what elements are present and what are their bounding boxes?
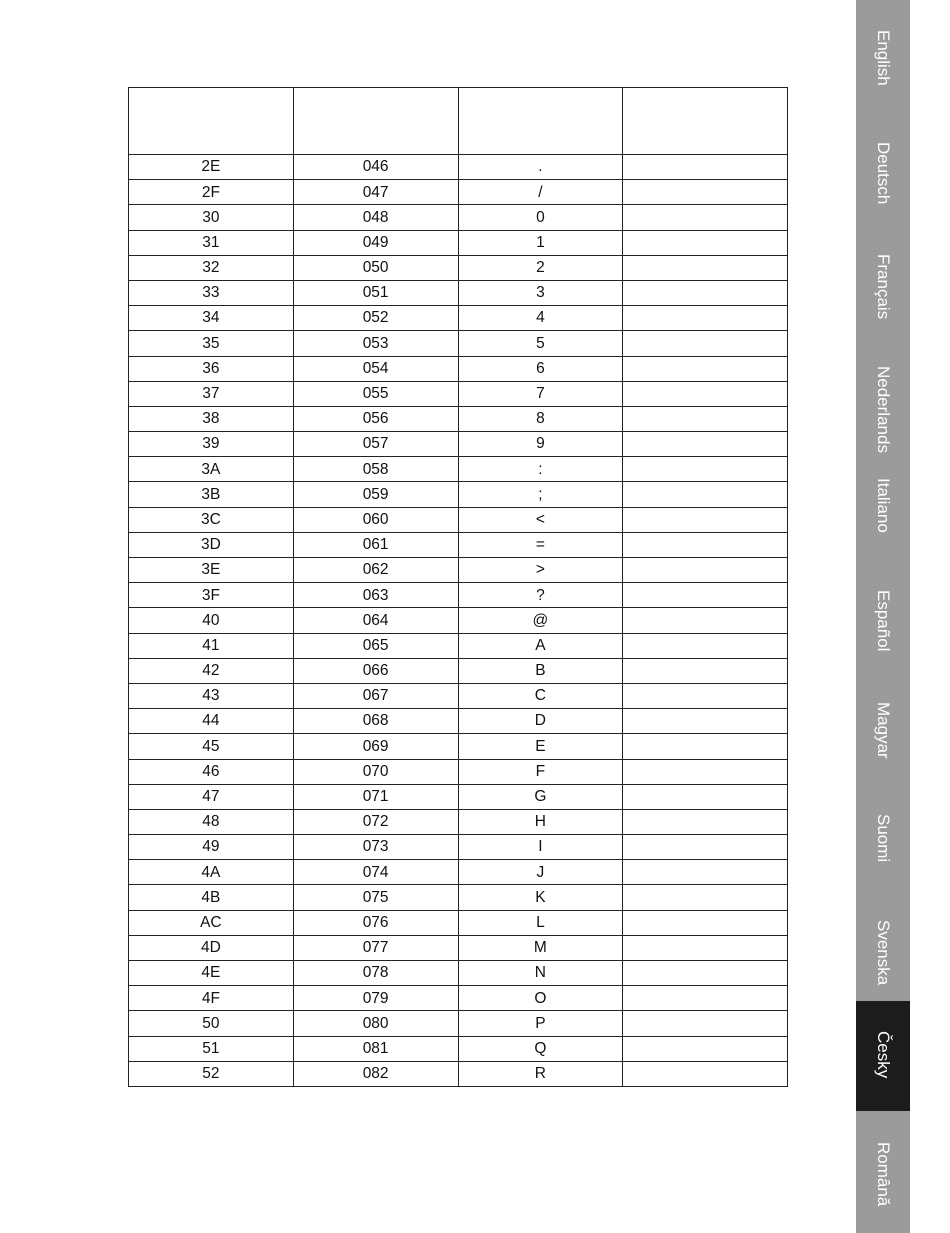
table-row — [129, 910, 788, 935]
note-cell — [623, 1061, 788, 1086]
note-cell — [623, 658, 788, 683]
note-cell — [623, 532, 788, 557]
character-cell: P — [458, 1011, 623, 1036]
table-row — [129, 306, 788, 331]
ascii-code-table — [128, 87, 788, 1087]
note-cell — [623, 809, 788, 834]
note-cell — [623, 482, 788, 507]
character-cell: 7 — [458, 381, 623, 406]
hex-cell: 4D — [129, 935, 294, 960]
note-cell — [623, 608, 788, 633]
language-tab[interactable] — [856, 890, 910, 1000]
note-cell — [623, 835, 788, 860]
hex-cell: 39 — [129, 432, 294, 457]
table-row — [129, 709, 788, 734]
decimal-cell: 082 — [293, 1061, 458, 1086]
note-cell — [623, 280, 788, 305]
character-cell: B — [458, 658, 623, 683]
note-cell — [623, 986, 788, 1011]
note-cell — [623, 331, 788, 356]
decimal-cell: 066 — [293, 658, 458, 683]
hex-cell: 4E — [129, 961, 294, 986]
character-cell: > — [458, 558, 623, 583]
header-cell-char — [458, 88, 623, 155]
decimal-cell: 074 — [293, 860, 458, 885]
table-row — [129, 280, 788, 305]
table-row — [129, 1011, 788, 1036]
character-cell: = — [458, 532, 623, 557]
note-cell — [623, 432, 788, 457]
character-cell: 8 — [458, 406, 623, 431]
character-cell: 3 — [458, 280, 623, 305]
decimal-cell: 060 — [293, 507, 458, 532]
decimal-cell: 050 — [293, 255, 458, 280]
table-row — [129, 230, 788, 255]
table-row — [129, 734, 788, 759]
table-body — [129, 155, 788, 1087]
decimal-cell: 057 — [293, 432, 458, 457]
decimal-cell: 062 — [293, 558, 458, 583]
character-cell: < — [458, 507, 623, 532]
decimal-cell: 069 — [293, 734, 458, 759]
character-cell: N — [458, 961, 623, 986]
hex-cell: 33 — [129, 280, 294, 305]
hex-cell: 4F — [129, 986, 294, 1011]
header-cell-hex — [129, 88, 294, 155]
character-cell: C — [458, 683, 623, 708]
header-row — [129, 88, 788, 155]
character-cell: / — [458, 180, 623, 205]
hex-cell: 34 — [129, 306, 294, 331]
hex-cell: 51 — [129, 1036, 294, 1061]
decimal-cell: 053 — [293, 331, 458, 356]
language-tab[interactable] — [856, 224, 910, 334]
decimal-cell: 075 — [293, 885, 458, 910]
decimal-cell: 052 — [293, 306, 458, 331]
language-tab-label: Magyar — [874, 702, 893, 759]
note-cell — [623, 230, 788, 255]
decimal-cell: 049 — [293, 230, 458, 255]
character-cell: 5 — [458, 331, 623, 356]
note-cell — [623, 885, 788, 910]
note-cell — [623, 860, 788, 885]
language-tab-label: English — [874, 30, 893, 86]
hex-cell: 3E — [129, 558, 294, 583]
decimal-cell: 081 — [293, 1036, 458, 1061]
language-tab[interactable] — [856, 1112, 910, 1222]
note-cell — [623, 961, 788, 986]
decimal-cell: 063 — [293, 583, 458, 608]
table-row — [129, 1036, 788, 1061]
note-cell — [623, 306, 788, 331]
table-row — [129, 986, 788, 1011]
language-tab-strip — [856, 0, 910, 1233]
character-cell: A — [458, 633, 623, 658]
table-row — [129, 482, 788, 507]
decimal-cell: 054 — [293, 356, 458, 381]
table-row — [129, 155, 788, 180]
table-row — [129, 1061, 788, 1086]
character-cell: E — [458, 734, 623, 759]
language-tab-label: Nederlands — [874, 366, 893, 453]
hex-cell: 47 — [129, 784, 294, 809]
hex-cell: 48 — [129, 809, 294, 834]
hex-cell: 40 — [129, 608, 294, 633]
table-row — [129, 633, 788, 658]
hex-cell: 3A — [129, 457, 294, 482]
decimal-cell: 059 — [293, 482, 458, 507]
language-tab-label: Deutsch — [874, 142, 893, 205]
table-row — [129, 558, 788, 583]
table-row — [129, 381, 788, 406]
hex-cell: 2F — [129, 180, 294, 205]
decimal-cell: 064 — [293, 608, 458, 633]
character-cell: L — [458, 910, 623, 935]
note-cell — [623, 1011, 788, 1036]
table-row — [129, 658, 788, 683]
decimal-cell: 048 — [293, 205, 458, 230]
header-cell-note — [623, 88, 788, 155]
table-row — [129, 180, 788, 205]
hex-cell: 50 — [129, 1011, 294, 1036]
note-cell — [623, 734, 788, 759]
hex-cell: 3D — [129, 532, 294, 557]
note-cell — [623, 683, 788, 708]
table-row — [129, 961, 788, 986]
table-row — [129, 532, 788, 557]
character-cell: 9 — [458, 432, 623, 457]
decimal-cell: 065 — [293, 633, 458, 658]
table-row — [129, 759, 788, 784]
table-row — [129, 255, 788, 280]
character-cell: J — [458, 860, 623, 885]
decimal-cell: 073 — [293, 835, 458, 860]
note-cell — [623, 457, 788, 482]
character-cell: D — [458, 709, 623, 734]
table-row — [129, 935, 788, 960]
decimal-cell: 068 — [293, 709, 458, 734]
language-tab[interactable] — [856, 784, 910, 894]
hex-cell: 41 — [129, 633, 294, 658]
hex-cell: 3B — [129, 482, 294, 507]
character-cell: ; — [458, 482, 623, 507]
hex-cell: 43 — [129, 683, 294, 708]
note-cell — [623, 356, 788, 381]
character-cell: M — [458, 935, 623, 960]
hex-cell: 3C — [129, 507, 294, 532]
character-cell: O — [458, 986, 623, 1011]
decimal-cell: 079 — [293, 986, 458, 1011]
hex-cell: 49 — [129, 835, 294, 860]
hex-cell: 4B — [129, 885, 294, 910]
character-cell: H — [458, 809, 623, 834]
note-cell — [623, 180, 788, 205]
note-cell — [623, 910, 788, 935]
hex-cell: 45 — [129, 734, 294, 759]
hex-cell: 4A — [129, 860, 294, 885]
character-cell: : — [458, 457, 623, 482]
decimal-cell: 078 — [293, 961, 458, 986]
character-cell: K — [458, 885, 623, 910]
table-row — [129, 583, 788, 608]
hex-cell: 30 — [129, 205, 294, 230]
table-row — [129, 860, 788, 885]
hex-cell: 36 — [129, 356, 294, 381]
note-cell — [623, 558, 788, 583]
decimal-cell: 077 — [293, 935, 458, 960]
decimal-cell: 055 — [293, 381, 458, 406]
language-tab-label: Français — [874, 254, 893, 320]
character-cell: Q — [458, 1036, 623, 1061]
character-cell: ? — [458, 583, 623, 608]
table-header — [129, 88, 788, 155]
note-cell — [623, 633, 788, 658]
hex-cell: 32 — [129, 255, 294, 280]
language-tab[interactable] — [856, 560, 910, 670]
language-tab[interactable] — [856, 1001, 910, 1111]
note-cell — [623, 784, 788, 809]
note-cell — [623, 935, 788, 960]
language-tab-label: Svenska — [874, 920, 893, 986]
character-cell: 6 — [458, 356, 623, 381]
decimal-cell: 076 — [293, 910, 458, 935]
hex-cell: 2E — [129, 155, 294, 180]
character-cell: I — [458, 835, 623, 860]
decimal-cell: 047 — [293, 180, 458, 205]
decimal-cell: 080 — [293, 1011, 458, 1036]
table-row — [129, 406, 788, 431]
table-row — [129, 784, 788, 809]
character-cell: @ — [458, 608, 623, 633]
hex-cell: 35 — [129, 331, 294, 356]
note-cell — [623, 1036, 788, 1061]
character-cell: . — [458, 155, 623, 180]
hex-cell: 37 — [129, 381, 294, 406]
hex-cell: 46 — [129, 759, 294, 784]
character-cell: G — [458, 784, 623, 809]
character-cell: 1 — [458, 230, 623, 255]
table-row — [129, 356, 788, 381]
table-row — [129, 835, 788, 860]
hex-cell: 3F — [129, 583, 294, 608]
decimal-cell: 051 — [293, 280, 458, 305]
note-cell — [623, 255, 788, 280]
table-row — [129, 205, 788, 230]
note-cell — [623, 709, 788, 734]
decimal-cell: 046 — [293, 155, 458, 180]
language-tab[interactable] — [856, 336, 910, 453]
decimal-cell: 056 — [293, 406, 458, 431]
character-cell: R — [458, 1061, 623, 1086]
decimal-cell: 071 — [293, 784, 458, 809]
hex-cell: 31 — [129, 230, 294, 255]
language-tab-label: Español — [874, 590, 893, 652]
hex-cell: AC — [129, 910, 294, 935]
language-tab-label: Suomi — [874, 814, 893, 863]
language-tab[interactable] — [856, 112, 910, 222]
note-cell — [623, 759, 788, 784]
note-cell — [623, 381, 788, 406]
table-row — [129, 507, 788, 532]
language-tab-label: Italiano — [874, 478, 893, 533]
table-row — [129, 432, 788, 457]
decimal-cell: 058 — [293, 457, 458, 482]
language-tab-label: Česky — [874, 1031, 893, 1079]
header-cell-dec — [293, 88, 458, 155]
table-row — [129, 683, 788, 708]
note-cell — [623, 406, 788, 431]
table-row — [129, 331, 788, 356]
language-tab-label: Română — [874, 1142, 893, 1207]
decimal-cell: 067 — [293, 683, 458, 708]
table-row — [129, 457, 788, 482]
decimal-cell: 070 — [293, 759, 458, 784]
language-tab[interactable] — [856, 0, 910, 110]
note-cell — [623, 507, 788, 532]
note-cell — [623, 155, 788, 180]
character-cell: 2 — [458, 255, 623, 280]
hex-cell: 52 — [129, 1061, 294, 1086]
table-row — [129, 809, 788, 834]
note-cell — [623, 583, 788, 608]
decimal-cell: 061 — [293, 532, 458, 557]
language-tab[interactable] — [856, 672, 910, 782]
character-cell: F — [458, 759, 623, 784]
character-cell: 0 — [458, 205, 623, 230]
hex-cell: 38 — [129, 406, 294, 431]
language-tab[interactable] — [856, 448, 910, 558]
table-row — [129, 885, 788, 910]
hex-cell: 44 — [129, 709, 294, 734]
note-cell — [623, 205, 788, 230]
table-row — [129, 608, 788, 633]
decimal-cell: 072 — [293, 809, 458, 834]
hex-cell: 42 — [129, 658, 294, 683]
character-cell: 4 — [458, 306, 623, 331]
